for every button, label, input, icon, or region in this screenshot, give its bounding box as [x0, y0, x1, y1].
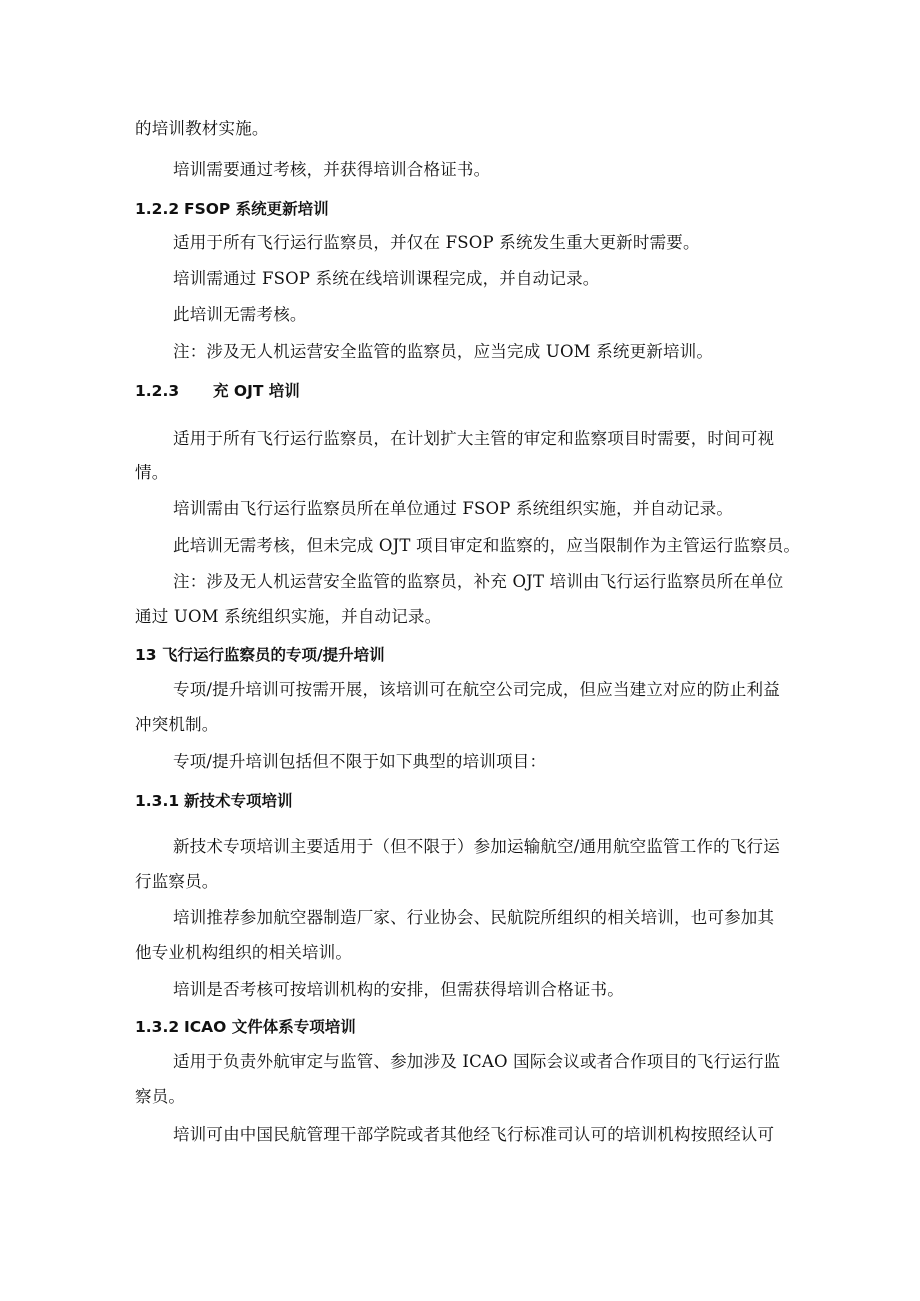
section-number: 1.2.2 [135, 200, 180, 218]
paragraph: 专项/提升培训可按需开展，该培训可在航空公司完成，但应当建立对应的防止利益 [173, 680, 780, 699]
paragraph: 培训推荐参加航空器制造厂家、行业协会、民航院所组织的相关培训，也可参加其 [173, 908, 775, 927]
note-paragraph: 注：涉及无人机运营安全监管的监察员，补充 OJT 培训由飞行运行监察员所在单位 [173, 572, 784, 591]
paragraph-continuation: 情。 [135, 463, 169, 482]
section-title: ICAO 文件体系专项培训 [184, 1018, 356, 1036]
paragraph: 培训可由中国民航管理干部学院或者其他经飞行标准司认可的培训机构按照经认可 [173, 1125, 775, 1144]
paragraph: 此培训无需考核。 [173, 305, 307, 324]
section-title: 13 飞行运行监察员的专项/提升培训 [135, 646, 385, 664]
paragraph: 培训需由飞行运行监察员所在单位通过 FSOP 系统组织实施，并自动记录。 [173, 499, 734, 518]
section-title: FSOP 系统更新培训 [184, 200, 329, 218]
paragraph-continuation: 他专业机构组织的相关培训。 [135, 943, 353, 962]
paragraph: 培训需要通过考核，并获得培训合格证书。 [173, 160, 491, 179]
section-number: 1.2.3 [135, 382, 180, 400]
section-title: 充 OJT 培训 [213, 382, 300, 400]
section-heading-1-3-2 [135, 1016, 356, 1038]
paragraph: 适用于所有飞行运行监察员，并仅在 FSOP 系统发生重大更新时需要。 [173, 233, 700, 252]
section-title: 新技术专项培训 [184, 792, 293, 810]
paragraph: 适用于所有飞行运行监察员，在计划扩大主管的审定和监察项目时需要，时间可视 [173, 429, 775, 448]
paragraph-continuation: 的培训教材实施。 [135, 119, 269, 138]
section-heading-1-2-2 [135, 198, 329, 220]
paragraph: 培训是否考核可按培训机构的安排，但需获得培训合格证书。 [173, 980, 624, 999]
section-heading-1-3-1 [135, 790, 293, 812]
paragraph-continuation: 察员。 [135, 1087, 186, 1106]
paragraph: 新技术专项培训主要适用于（但不限于）参加运输航空/通用航空监管工作的飞行运 [173, 837, 780, 856]
paragraph: 此培训无需考核，但未完成 OJT 项目审定和监察的，应当限制作为主管运行监察员。 [173, 536, 801, 555]
section-number: 1.3.1 [135, 792, 180, 810]
note-paragraph: 注：涉及无人机运营安全监管的监察员，应当完成 UOM 系统更新培训。 [173, 342, 714, 361]
paragraph-continuation: 通过 UOM 系统组织实施，并自动记录。 [135, 607, 442, 626]
section-number: 1.3.2 [135, 1018, 180, 1036]
section-heading-1-3 [135, 644, 385, 666]
paragraph-continuation: 冲突机制。 [135, 715, 219, 734]
paragraph-continuation: 行监察员。 [135, 872, 219, 891]
paragraph: 适用于负责外航审定与监管、参加涉及 ICAO 国际会议或者合作项目的飞行运行监 [173, 1052, 781, 1071]
paragraph: 培训需通过 FSOP 系统在线培训课程完成，并自动记录。 [173, 269, 600, 288]
paragraph: 专项/提升培训包括但不限于如下典型的培训项目： [173, 752, 547, 771]
section-heading-1-2-3 [135, 380, 300, 402]
